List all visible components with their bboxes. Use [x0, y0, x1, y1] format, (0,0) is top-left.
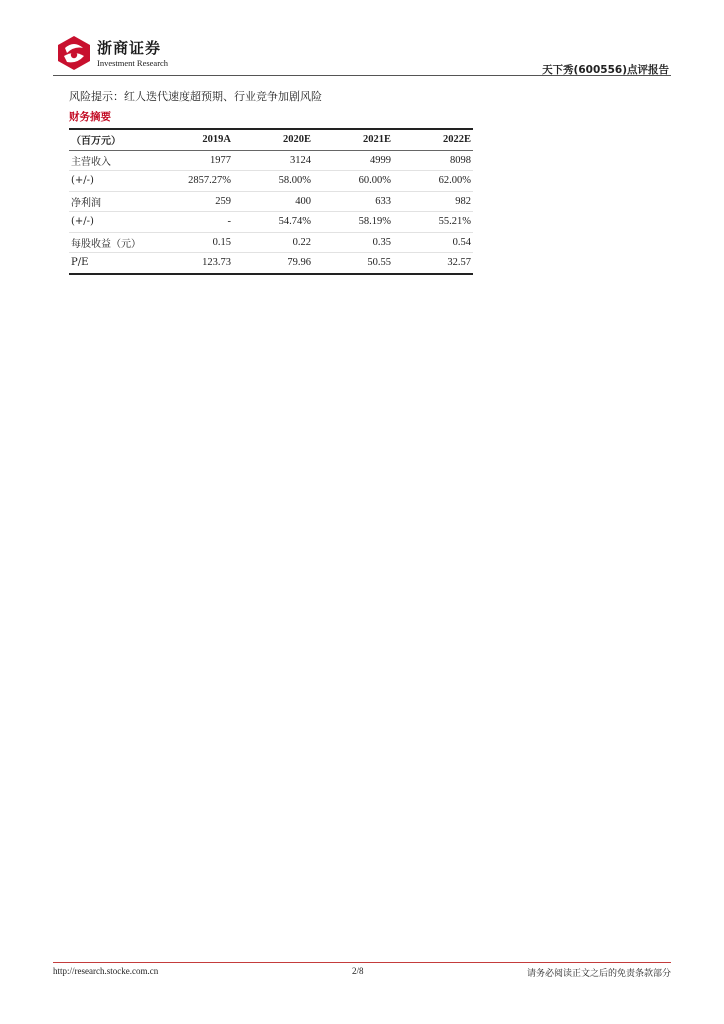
column-header-2019a: 2019A	[202, 134, 231, 146]
row-label: P/E	[69, 253, 157, 274]
logo-chinese-name: 浙商证券	[97, 39, 162, 57]
table-row	[69, 150, 473, 171]
row-label: 净利润	[69, 191, 157, 212]
row-label: (+/-)	[69, 171, 157, 192]
table-cell: 79.96	[233, 253, 313, 274]
table-row	[69, 171, 473, 192]
table-cell: 259	[157, 191, 233, 212]
table-cell: 633	[313, 191, 393, 212]
table-cell: 2857.27%	[157, 171, 233, 192]
logo-english-name: Investment Research	[97, 58, 169, 68]
table-cell: 0.35	[313, 232, 393, 253]
page-number: 2/8	[352, 966, 364, 976]
row-label: 每股收益（元）	[69, 232, 157, 253]
table-cell: 58.00%	[233, 171, 313, 192]
table-cell: 0.54	[393, 232, 473, 253]
financial-summary-table	[69, 128, 473, 275]
table-cell: 58.19%	[313, 212, 393, 233]
table-header-row	[69, 129, 473, 150]
table-cell: 0.22	[233, 232, 313, 253]
disclaimer-note: 请务必阅读正文之后的免责条款部分	[526, 969, 671, 979]
footer-url-link[interactable]: http://research.stocke.com.cn	[53, 966, 159, 976]
table-row	[69, 212, 473, 233]
column-header-2022e: 2022E	[442, 134, 471, 146]
risk-warning: 风险提示：红人迭代速度超预期、行业竞争加剧风险	[69, 90, 322, 103]
row-label: 主营收入	[69, 150, 157, 171]
column-header-2020e: 2020E	[282, 134, 311, 146]
company-logo	[55, 34, 169, 72]
table-cell: 1977	[157, 150, 233, 171]
column-header-unit: （百万元）	[71, 136, 121, 148]
table-cell: 32.57	[393, 253, 473, 274]
zheshang-securities-logo-icon	[55, 34, 93, 72]
table-cell: 62.00%	[393, 171, 473, 192]
table-cell: 400	[233, 191, 313, 212]
table-cell: 982	[393, 191, 473, 212]
table-cell: 55.21%	[393, 212, 473, 233]
financial-summary-title: 财务摘要	[69, 111, 111, 123]
header-divider	[53, 75, 671, 76]
table-cell: 50.55	[313, 253, 393, 274]
table-cell: -	[157, 212, 233, 233]
table-cell: 123.73	[157, 253, 233, 274]
table-cell: 3124	[233, 150, 313, 171]
table-cell: 8098	[393, 150, 473, 171]
table-row	[69, 232, 473, 253]
table-cell: 0.15	[157, 232, 233, 253]
table-row	[69, 253, 473, 274]
table-row	[69, 191, 473, 212]
footer-divider	[53, 962, 671, 963]
report-title: 天下秀(600556)点评报告	[542, 64, 669, 76]
row-label: (+/-)	[69, 212, 157, 233]
table-cell: 4999	[313, 150, 393, 171]
table-cell: 54.74%	[233, 212, 313, 233]
table-cell: 60.00%	[313, 171, 393, 192]
column-header-2021e: 2021E	[362, 134, 391, 146]
